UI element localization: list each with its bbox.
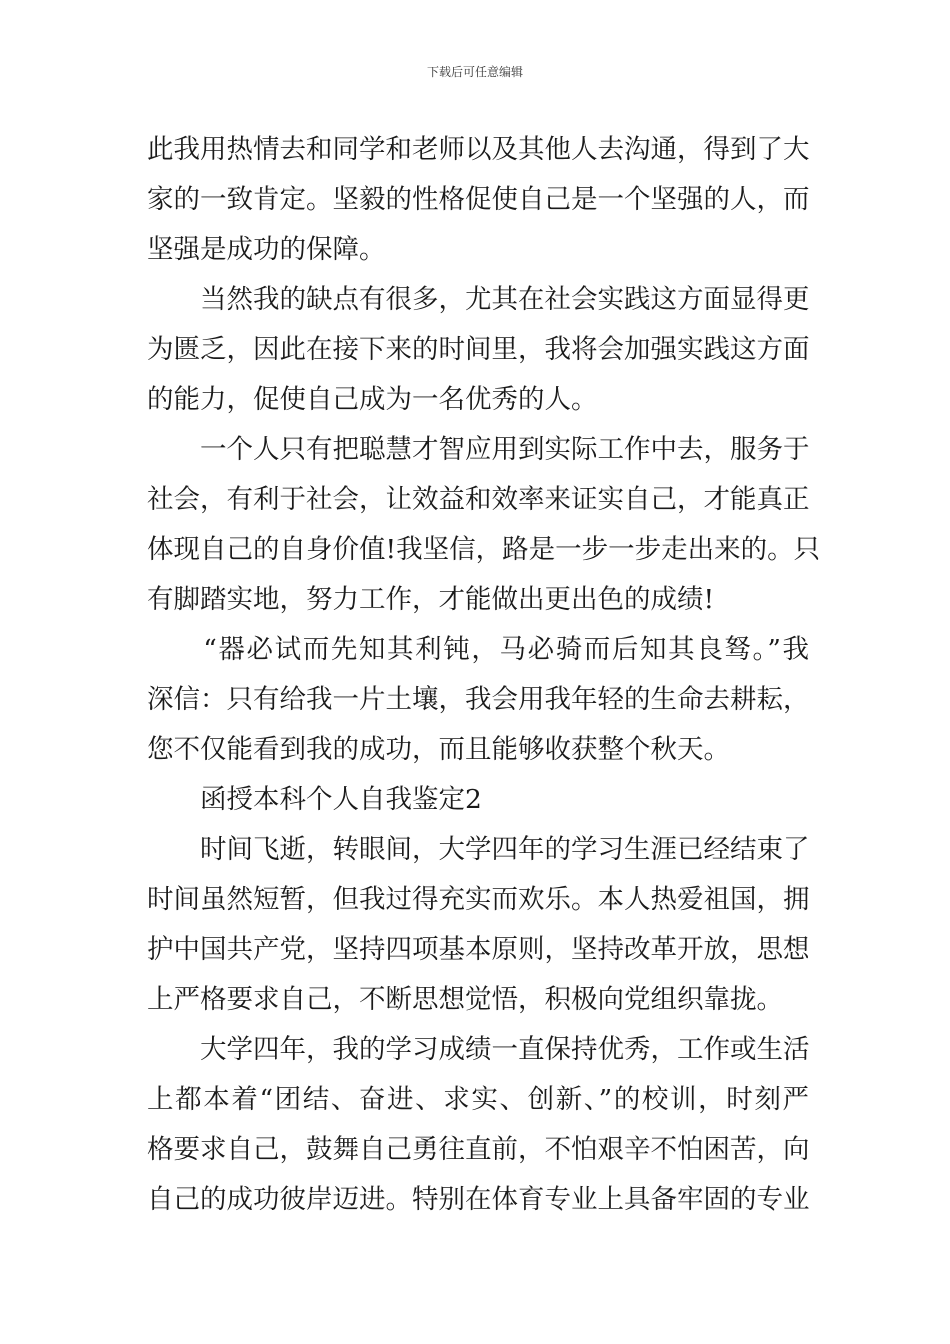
paragraph — [147, 125, 809, 275]
text-line: 体现自己的自身价值!我坚信，路是一步一步走出来的。只 — [147, 534, 821, 565]
page-header: 下载后可任意编辑 — [426, 65, 523, 79]
text-line: 的能力，促使自己成为一名优秀的人。 — [147, 384, 598, 415]
text-line: 时间虽然短暂，但我过得充实而欢乐。本人热爱祖国，拥 — [147, 884, 810, 915]
document-body — [147, 125, 821, 1225]
text-line: 坚强是成功的保障。 — [147, 234, 386, 265]
text-line: 深信：只有给我一片土壤，我会用我年轻的生命去耕耘， — [147, 684, 810, 715]
paragraph — [147, 275, 809, 425]
text-line: 一个人只有把聪慧才智应用到实际工作中去，服务于 — [147, 434, 810, 465]
text-line: 家的一致肯定。坚毅的性格促使自己是一个坚强的人，而 — [147, 184, 810, 215]
text-line: 护中国共产党，坚持四项基本原则，坚持改革开放，思想 — [147, 934, 810, 965]
paragraph — [147, 625, 809, 775]
paragraph — [147, 425, 821, 625]
text-line: 当然我的缺点有很多，尤其在社会实践这方面显得更 — [147, 284, 810, 315]
text-line: 您不仅能看到我的成功，而且能够收获整个秋天。 — [147, 734, 730, 765]
text-line: 上都本着“团结、奋进、求实、创新、”的校训，时刻严 — [147, 1084, 809, 1115]
paragraph — [147, 1025, 809, 1225]
text-line: 社会，有利于社会，让效益和效率来证实自己，才能真正 — [147, 484, 810, 515]
text-line: 为匮乏，因此在接下来的时间里，我将会加强实践这方面 — [147, 334, 810, 365]
text-line: 格要求自己，鼓舞自己勇往直前，不怕艰辛不怕困苦，向 — [147, 1134, 810, 1165]
text-line: “器必试而先知其利钝，马必骑而后知其良驽。”我 — [147, 634, 809, 665]
text-line: 函授本科个人自我鉴定2 — [147, 784, 482, 815]
text-line: 有脚踏实地，努力工作，才能做出更出色的成绩! — [147, 584, 715, 615]
text-line: 上严格要求自己，不断思想觉悟，积极向党组织靠拢。 — [147, 984, 783, 1015]
paragraph — [147, 825, 809, 1025]
text-line: 自己的成功彼岸迈进。特别在体育专业上具备牢固的专业 — [147, 1184, 810, 1215]
text-line: 大学四年，我的学习成绩一直保持优秀，工作或生活 — [147, 1034, 810, 1065]
section-heading — [147, 775, 809, 825]
text-line: 此我用热情去和同学和老师以及其他人去沟通，得到了大 — [147, 134, 810, 165]
text-line: 时间飞逝，转眼间，大学四年的学习生涯已经结束了 — [147, 834, 810, 865]
